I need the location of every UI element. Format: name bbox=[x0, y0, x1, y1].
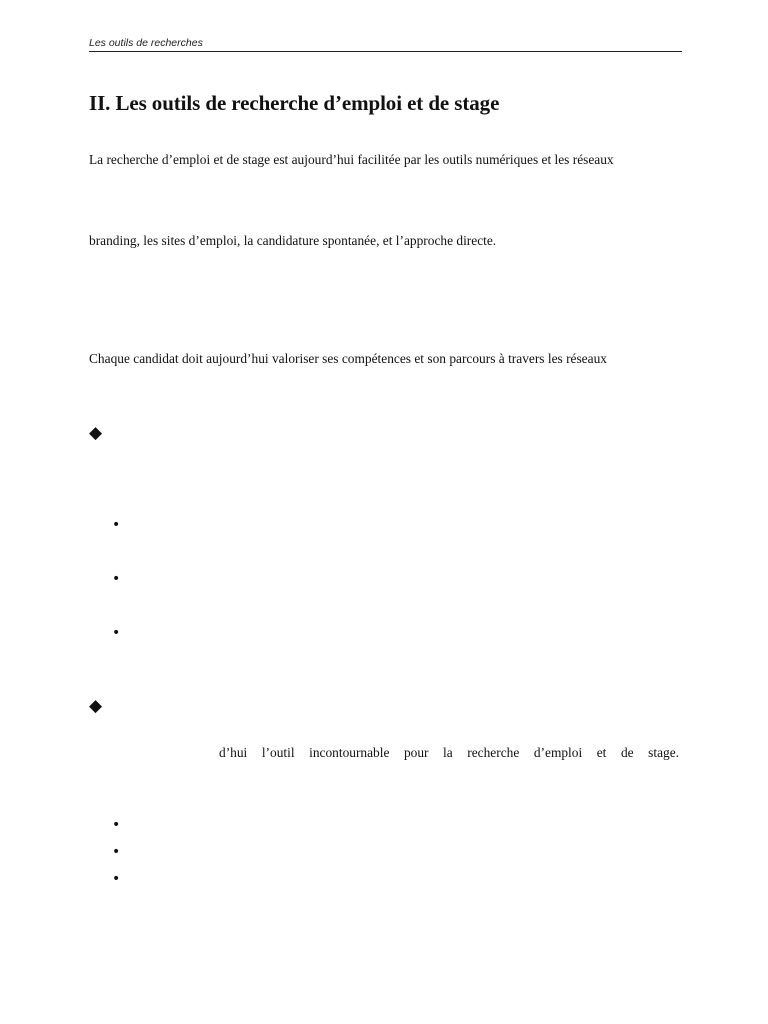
header-rule bbox=[89, 51, 682, 52]
diamond-bullet-icon: ◆ bbox=[89, 423, 103, 443]
paragraph-tool: d’hui l’outil incontournable pour la recherche d’emploi et de stage. bbox=[219, 745, 679, 760]
paragraph-intro: La recherche d’emploi et de stage est aujourd’hui facilitée par les outils numériques et les réseaux bbox=[89, 152, 614, 167]
list-bullet-icon: • bbox=[112, 571, 121, 587]
section-title: II. Les outils de recherche d’emploi et de stage bbox=[89, 91, 500, 115]
list-bullet-icon: • bbox=[112, 871, 121, 887]
list-bullet-icon: • bbox=[112, 625, 121, 641]
list-bullet-icon: • bbox=[112, 844, 121, 860]
paragraph-candidate: Chaque candidat doit aujourd’hui valoriser ses compétences et son parcours à travers les réseaux bbox=[89, 351, 607, 366]
running-header: Les outils de recherches bbox=[89, 37, 203, 49]
list-bullet-icon: • bbox=[112, 817, 121, 833]
paragraph-branding: branding, les sites d’emploi, la candidature spontanée, et l’approche directe. bbox=[89, 233, 497, 248]
diamond-bullet-icon: ◆ bbox=[89, 696, 103, 716]
list-bullet-icon: • bbox=[112, 517, 121, 533]
